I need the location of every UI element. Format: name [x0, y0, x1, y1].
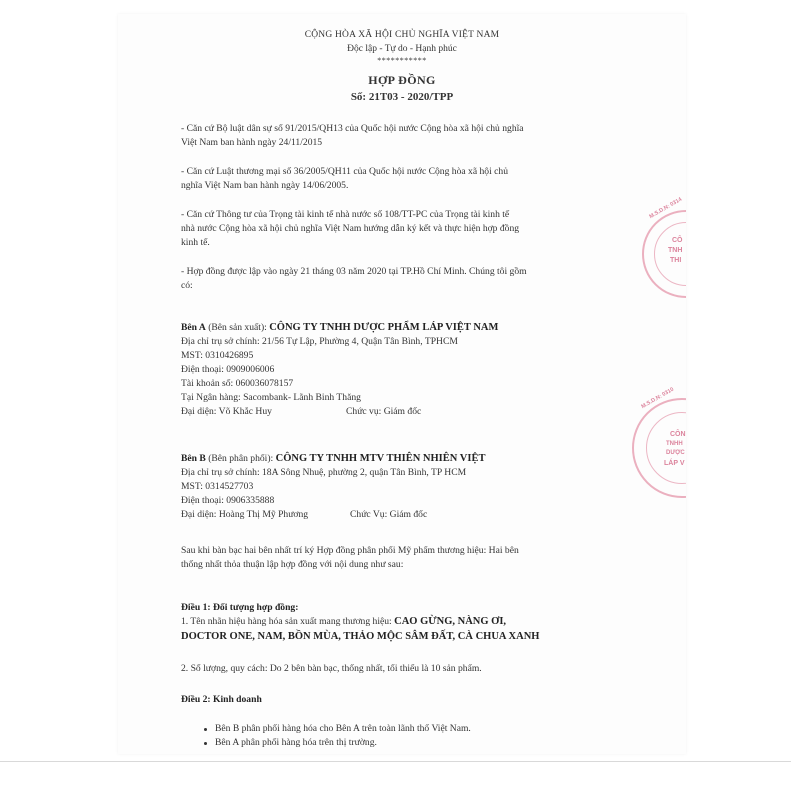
national-motto: Độc lập - Tự do - Hạnh phúc — [347, 44, 457, 54]
stamp-1-line-3: THI — [670, 257, 682, 264]
party-b-position: Chức Vụ: Giám đốc — [350, 509, 428, 520]
company-stamp-2 — [632, 386, 686, 498]
party-b-role: (Bên phân phối): — [205, 453, 276, 464]
article-1-item-2: 2. Số lượng, quy cách: Do 2 bên bàn bạc, thống nhất, tối thiểu là 10 sản phẩm. — [181, 663, 482, 674]
stamp-1-line-1: CÔ — [672, 237, 683, 244]
contract-title: HỢP ĐỒNG — [368, 73, 436, 87]
article-2-title: Điều 2: Kinh doanh — [181, 694, 262, 705]
stamp-2-line-1: CÔN — [670, 431, 686, 438]
article-2-bullet-1: Bên B phân phối hàng hóa cho Bên A trên toàn lãnh thổ Việt Nam. — [215, 723, 471, 734]
basis-circular-line1: - Căn cứ Thông tư của Trọng tài kinh tế nhà nước số 108/TT-PC của Trọng tài kinh tế — [181, 209, 510, 220]
national-title: CỘNG HÒA XÃ HỘI CHỦ NGHĨA VIỆT NAM — [304, 30, 500, 40]
stamp-1-line-2: TNH — [668, 247, 683, 254]
party-a-label: Bên A — [181, 322, 206, 333]
party-a-role: (Bên sản xuất): — [205, 322, 270, 333]
basis-civil-code-line2: Việt Nam ban hành ngày 24/11/2015 — [181, 137, 323, 148]
company-stamp-1 — [642, 196, 686, 298]
article-1-item-1-text: 1. Tên nhãn hiệu hàng hóa sản xuất mang thương hiệu: — [181, 616, 395, 627]
party-a-name: CÔNG TY TNHH DƯỢC PHẨM LÁP VIỆT NAM — [269, 322, 499, 333]
party-a-representative: Đại diện: Võ Khắc Huy — [181, 406, 272, 417]
party-b-address: Địa chỉ trụ sở chính: 18A Sông Nhuệ, phường 2, quận Tân Bình, TP HCM — [181, 467, 467, 478]
stamp-1-ring-text: M.S.D.N: 0314 — [648, 196, 684, 221]
article-1-item-1 — [181, 615, 506, 629]
party-a-phone: Điện thoại: 0909006006 — [181, 364, 275, 375]
party-b-phone: Điện thoại: 0906335888 — [181, 495, 275, 506]
stamp-2-line-4: LÁP V — [664, 460, 685, 467]
contract-number: Số: 21T03 - 2020/TPP — [350, 91, 454, 103]
article-1-brands-a: CAO GỪNG, NÀNG ƠI, — [394, 616, 507, 627]
party-b-label: Bên B — [181, 453, 206, 464]
party-a-address: Địa chỉ trụ sở chính: 21/56 Tự Lập, Phường 4, Quận Tân Bình, TPHCM — [181, 336, 458, 347]
party-b-heading — [181, 452, 485, 466]
basis-commercial-law-line2: nghĩa Việt Nam ban hành ngày 14/06/2005. — [181, 180, 349, 191]
article-2-bullet-2: Bên A phân phối hàng hóa trên thị trường. — [215, 737, 377, 748]
party-a-account: Tài khoản số: 060036078157 — [181, 378, 294, 389]
party-a-position: Chức vụ: Giám đốc — [346, 406, 422, 417]
bottom-divider — [0, 761, 791, 762]
agreement-line2: thống nhất thỏa thuận lập hợp đồng với nội dung như sau: — [181, 559, 404, 570]
basis-circular-line3: kinh tế. — [181, 237, 210, 248]
party-b-tax-code: MST: 0314527703 — [181, 481, 254, 492]
agreement-line1: Sau khi bàn bạc hai bên nhất trí ký Hợp đồng phân phối Mỹ phẩm thương hiệu: Hai bên — [181, 545, 519, 556]
article-1-brands-b: DOCTOR ONE, NAM, BỒN MÙA, THẢO MỘC SÂM ĐẤT, CÀ CHUA XANH — [181, 631, 540, 642]
stamp-2-line-2: TNHH — [666, 441, 683, 447]
article-1-title: Điều 1: Đối tượng hợp đồng: — [181, 602, 299, 613]
stamp-2-line-3: DƯỢC — [666, 450, 685, 456]
basis-date-line2: có: — [181, 280, 193, 291]
party-b-name: CÔNG TY TNHH MTV THIÊN NHIÊN VIỆT — [275, 453, 486, 464]
contract-document — [118, 14, 686, 754]
basis-circular-line2: nhà nước Cộng hòa xã hội chủ nghĩa Việt Nam hướng dẫn ký kết và thực hiện hợp đồng — [181, 223, 520, 234]
bullet-dot — [204, 742, 207, 745]
stamp-2-ring-text: M.S.D.N: 0310 — [640, 386, 676, 411]
bullet-dot — [204, 728, 207, 731]
party-b-representative: Đại diện: Hoàng Thị Mỹ Phương — [181, 509, 309, 520]
party-a-heading — [181, 321, 498, 335]
party-a-bank: Tại Ngân hàng: Sacombank- Lãnh Binh Thăng — [181, 392, 361, 403]
header-divider-stars: *********** — [377, 56, 427, 65]
party-a-tax-code: MST: 0310426895 — [181, 350, 254, 361]
basis-commercial-law-line1: - Căn cứ Luật thương mại số 36/2005/QH11 của Quốc hội nước Cộng hòa xã hội chủ — [181, 166, 509, 177]
basis-civil-code-line1: - Căn cứ Bộ luật dân sự số 91/2015/QH13 của Quốc hội nước Cộng hòa xã hội chủ nghĩa — [181, 123, 524, 134]
basis-date-line1: - Hợp đồng được lập vào ngày 21 tháng 03 năm 2020 tại TP.Hồ Chí Minh. Chúng tôi gồm — [181, 266, 527, 277]
